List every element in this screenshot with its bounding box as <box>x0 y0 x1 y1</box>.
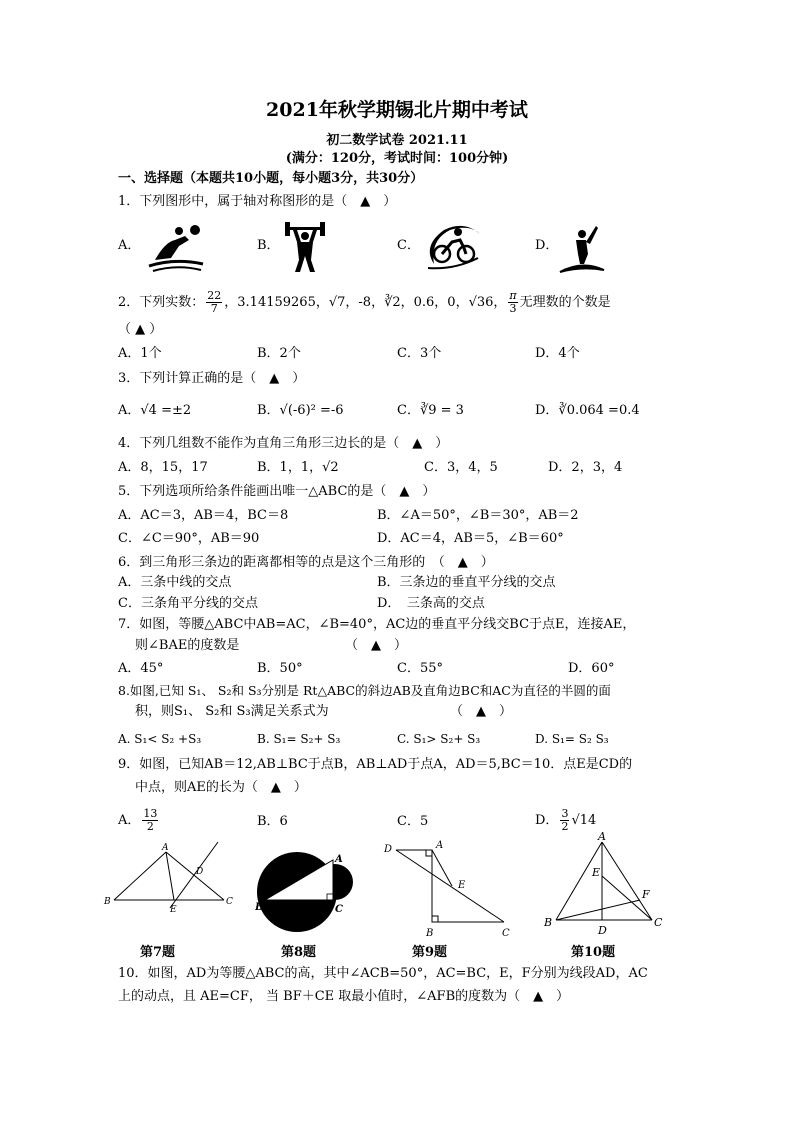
fig9-label-d: D <box>384 844 393 855</box>
q9-option-a: A． $\frac{13}{2}$ <box>118 807 158 833</box>
fig8-label-c: C <box>335 904 343 915</box>
q3-option-c: C．∛9 = 3 <box>397 403 464 418</box>
caption-fig9: 第9题 <box>412 945 448 960</box>
q10-line2: 上的动点，且 AE=CF， 当 BF＋CE 取最小值时，∠AFB的度数为（ ▲ ） <box>118 989 570 1004</box>
cyclist-icon <box>420 220 484 270</box>
paper-subtitle: 初二数学试卷 2021.11 <box>326 133 468 148</box>
q8-option-b: B. S₁= S₂+ S₃ <box>257 732 341 746</box>
q4-option-c: C．3，4，5 <box>424 460 498 475</box>
q2-pi-fraction: $\frac{\pi}{3}$ <box>509 289 517 315</box>
q2-option-b: B．2个 <box>257 346 301 361</box>
q8-answer-mark: （ ▲ ） <box>450 704 512 719</box>
golfer-icon <box>558 220 606 274</box>
q2-stem: 2．下列实数： $\frac{22}{7}$ ，3.14159265，√7，-8，∛2，0.6，0，√36， $\frac{\pi}{3}$ 无理数的个数是 <box>118 289 611 315</box>
figure-8 <box>255 840 365 944</box>
q1-option-c-label: C． <box>397 238 420 253</box>
q2-fraction: $\frac{22}{7}$ <box>207 289 222 315</box>
q9-option-d: D． $\frac{3}{2}$ √14 <box>535 807 597 833</box>
q9-line2: 中点，则AE的长为（ ▲ ） <box>135 780 307 795</box>
q5-option-d: D．AC＝4，AB＝5，∠B＝60° <box>377 531 564 546</box>
figure-7 <box>100 840 240 912</box>
q6-option-a: A．三条中线的交点 <box>118 575 232 590</box>
q6-option-d: D． 三条高的交点 <box>377 596 485 611</box>
q7-line2: 则∠BAE的度数是 <box>135 638 240 653</box>
q1-option-a-label: A． <box>118 238 141 253</box>
q5-stem: 5．下列选项所给条件能画出唯一△ABC的是（ ▲ ） <box>118 484 436 499</box>
fig7-label-c: C <box>226 897 233 907</box>
exam-info: (满分：120分，考试时间：100分钟) <box>285 151 509 166</box>
q2-answer-mark: （ ▲ ） <box>118 322 163 337</box>
q10-line1: 10．如图，AD为等腰△ABC的高，其中∠ACB=50°，AC=BC，E，F分别为线段AD，AC <box>118 966 648 981</box>
q4-option-a: A．8，15，17 <box>118 460 208 475</box>
caption-fig7: 第7题 <box>140 945 176 960</box>
q8-option-c: C. S₁> S₂+ S₃ <box>397 732 481 746</box>
q8-option-a: A. S₁< S₂ +S₃ <box>118 732 202 746</box>
fig10-label-c: C <box>654 916 663 929</box>
q1-option-d-label: D． <box>535 238 559 253</box>
q3-stem: 3．下列计算正确的是（ ▲ ） <box>118 371 306 386</box>
fig10-label-b: B <box>544 916 553 929</box>
fig8-label-b: B <box>255 902 264 913</box>
q3-option-b: B．√(-6)² =-6 <box>257 403 344 418</box>
q9-line1: 9．如图，已知AB＝12,AB⊥BC于点B，AB⊥AD于点A，AD＝5,BC＝10．点E是CD的 <box>118 757 633 772</box>
q7-option-a: A．45° <box>118 661 164 676</box>
page-title: 2021年秋学期锡北片期中考试 <box>266 99 528 121</box>
q5-option-a: A．AC＝3，AB＝4，BC＝8 <box>118 508 289 523</box>
figure-9 <box>380 838 515 940</box>
caption-fig10: 第10题 <box>571 945 616 960</box>
fig7-label-a: A <box>162 843 169 853</box>
q4-option-d: D．2，3，4 <box>548 460 623 475</box>
fig10-label-a: A <box>598 830 606 843</box>
fig9-label-e: E <box>458 880 466 891</box>
figure-10 <box>540 830 670 938</box>
q7-line1: 7．如图，等腰△ABC中AB=AC，∠B=40°，AC边的垂直平分线交BC于点E，连接AE， <box>118 617 636 632</box>
q6-option-c: C．三条角平分线的交点 <box>118 596 258 611</box>
section-heading: 一、选择题（本题共10小题，每小题3分，共30分） <box>118 171 424 186</box>
fig7-label-e: E <box>170 905 177 912</box>
q1-option-b-label: B． <box>257 238 280 253</box>
fig10-label-e: E <box>592 866 601 879</box>
q3-option-a: A．√4 =±2 <box>118 403 192 418</box>
q6-stem: 6．到三角形三条边的距离都相等的点是这个三角形的 （ ▲ ） <box>118 555 494 570</box>
fig9-label-c: C <box>502 928 510 939</box>
q2-option-c: C．3个 <box>397 346 442 361</box>
fig10-label-f: F <box>642 888 650 901</box>
q9-option-c: C．5 <box>397 814 429 829</box>
fig10-label-d: D <box>598 924 607 937</box>
q9-option-b: B．6 <box>257 814 288 829</box>
fig8-label-a: A <box>335 854 343 865</box>
weightlifter-icon <box>283 218 327 274</box>
q8-line2: 积，则S₁、 S₂和 S₃满足关系式为 <box>135 704 329 719</box>
q3-option-d: D．∛0.064 =0.4 <box>535 403 640 418</box>
fig7-label-b: B <box>104 897 111 907</box>
q8-option-d: D. S₁= S₂ S₃ <box>535 732 609 746</box>
q5-option-c: C．∠C＝90°，AB＝90 <box>118 531 260 546</box>
volleyball-player-icon <box>145 220 207 272</box>
q7-answer-mark: （ ▲ ） <box>345 638 407 653</box>
q7-option-d: D．60° <box>568 661 615 676</box>
caption-fig8: 第8题 <box>281 945 317 960</box>
q4-option-b: B．1，1，√2 <box>257 460 339 475</box>
q1-stem: 1．下列图形中，属于轴对称图形的是（ ▲ ） <box>118 194 397 209</box>
q2-option-d: D．4个 <box>535 346 580 361</box>
q7-option-b: B．50° <box>257 661 303 676</box>
q2-option-a: A．1个 <box>118 346 162 361</box>
q6-option-b: B．三条边的垂直平分线的交点 <box>377 575 556 590</box>
fig9-label-b: B <box>426 928 434 939</box>
fig7-label-d: D <box>196 867 204 877</box>
fig9-label-a: A <box>436 840 444 851</box>
q4-stem: 4．下列几组数不能作为直角三角形三边长的是（ ▲ ） <box>118 436 449 451</box>
q5-option-b: B．∠A＝50°，∠B＝30°，AB＝2 <box>377 508 579 523</box>
q8-line1: 8.如图,已知 S₁、 S₂和 S₃分别是 Rt△ABC的斜边AB及直角边BC和AC为直径的半圆的面 <box>118 683 611 698</box>
q7-option-c: C．55° <box>397 661 443 676</box>
